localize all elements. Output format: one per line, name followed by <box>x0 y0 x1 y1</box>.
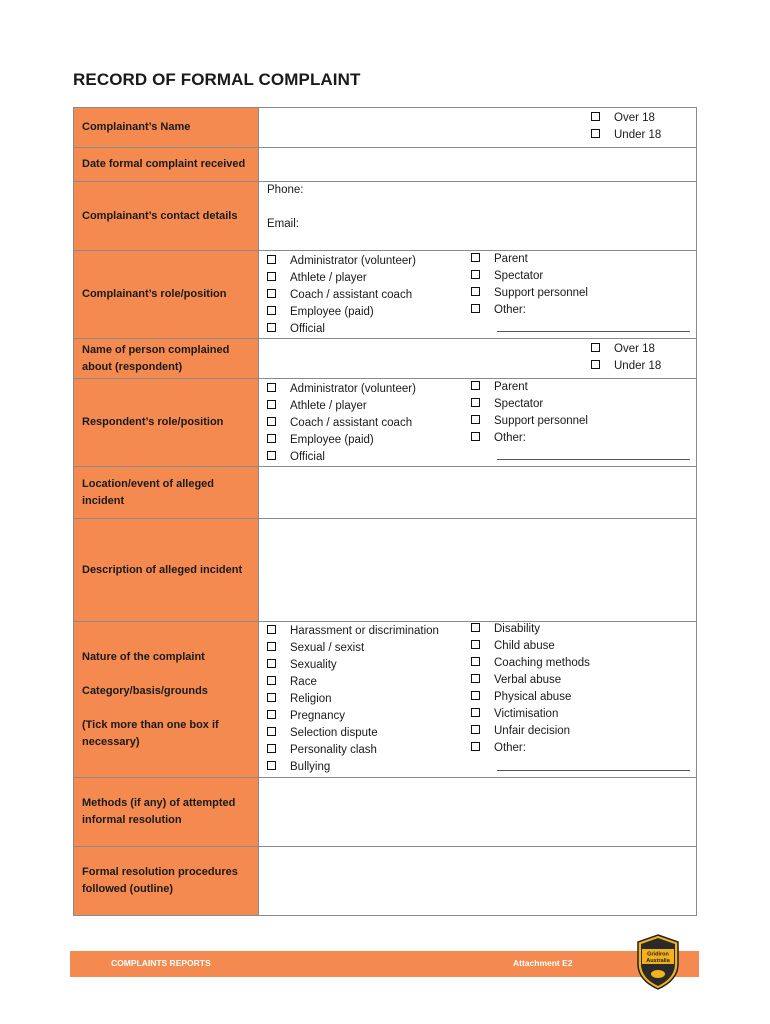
checkbox[interactable] <box>471 415 480 424</box>
footer-left-text: COMPLAINTS REPORTS <box>111 958 211 968</box>
checkbox[interactable] <box>471 432 480 441</box>
list-item[interactable]: Bullying <box>267 759 439 776</box>
list-item[interactable]: Administrator (volunteer) <box>267 381 416 398</box>
complainant-role-field <box>259 251 697 339</box>
checkbox[interactable] <box>267 744 276 753</box>
complainant-role-label: Complainant’s role/position <box>74 251 259 339</box>
footer-right-text: Attachment E2 <box>513 958 573 968</box>
row-complainant-role <box>74 251 697 339</box>
list-item[interactable]: Athlete / player <box>267 398 416 415</box>
respondent-role-col2 <box>471 379 588 447</box>
respondent-name-field[interactable] <box>259 339 697 379</box>
checkbox[interactable] <box>267 255 276 264</box>
other-text-line[interactable] <box>497 331 690 332</box>
list-item[interactable]: Spectator <box>471 268 588 285</box>
methods-field[interactable] <box>259 778 697 847</box>
list-item[interactable]: Coaching methods <box>471 655 590 672</box>
list-item[interactable]: Under 18 <box>591 127 661 144</box>
checkbox[interactable] <box>267 417 276 426</box>
row-respondent-role <box>74 379 697 467</box>
contact-details-field[interactable] <box>259 182 697 251</box>
checkbox[interactable] <box>471 725 480 734</box>
checkbox[interactable] <box>471 674 480 683</box>
row-description <box>74 519 697 622</box>
checkbox[interactable] <box>471 657 480 666</box>
complainant-role-col1 <box>267 253 416 338</box>
checkbox[interactable] <box>267 693 276 702</box>
checkbox[interactable] <box>267 400 276 409</box>
list-item[interactable]: Official <box>267 321 416 338</box>
date-received-label: Date formal complaint received <box>74 148 259 182</box>
checkbox[interactable] <box>591 112 600 121</box>
nature-field <box>259 622 697 778</box>
checkbox[interactable] <box>267 642 276 651</box>
checkbox[interactable] <box>471 270 480 279</box>
list-item[interactable]: Pregnancy <box>267 708 439 725</box>
other-text-line[interactable] <box>497 770 690 771</box>
checkbox[interactable] <box>267 451 276 460</box>
complainant-age-options <box>591 110 661 144</box>
footer-bar <box>70 951 699 977</box>
other-text-line[interactable] <box>497 459 690 460</box>
phone-label: Phone: <box>267 184 304 196</box>
checkbox[interactable] <box>591 343 600 352</box>
nature-col1 <box>267 623 439 776</box>
list-item[interactable]: Disability <box>471 621 590 638</box>
checkbox[interactable] <box>471 381 480 390</box>
checkbox[interactable] <box>267 383 276 392</box>
checkbox[interactable] <box>471 742 480 751</box>
checkbox[interactable] <box>267 676 276 685</box>
description-label: Description of alleged incident <box>74 519 259 622</box>
list-item[interactable]: Verbal abuse <box>471 672 590 689</box>
logo-text-line2: Australia <box>646 958 670 964</box>
list-item[interactable]: Religion <box>267 691 439 708</box>
checkbox[interactable] <box>267 659 276 668</box>
tick-instruction: (Tick more than one box if necessary) <box>82 718 219 748</box>
contact-details-label: Complainant’s contact details <box>74 182 259 251</box>
procedures-label: Formal resolution procedures followed (outline) <box>74 847 259 916</box>
list-item[interactable]: Spectator <box>471 396 588 413</box>
row-location <box>74 467 697 519</box>
location-field[interactable] <box>259 467 697 519</box>
list-item[interactable]: Personality clash <box>267 742 439 759</box>
gridiron-australia-logo-icon <box>636 934 680 990</box>
row-nature <box>74 622 697 778</box>
description-field[interactable] <box>259 519 697 622</box>
row-methods <box>74 778 697 847</box>
list-item[interactable]: Other: <box>471 740 590 757</box>
list-item[interactable]: Employee (paid) <box>267 432 416 449</box>
checkbox[interactable] <box>267 289 276 298</box>
logo-text-line1: Gridiron <box>647 951 669 958</box>
respondent-name-label: Name of person complained about (respondent) <box>74 339 259 379</box>
list-item[interactable]: Physical abuse <box>471 689 590 706</box>
row-respondent-name <box>74 339 697 379</box>
location-label: Location/event of alleged incident <box>74 467 259 519</box>
checkbox[interactable] <box>471 304 480 313</box>
list-item[interactable]: Harassment or discrimination <box>267 623 439 640</box>
list-item[interactable]: Athlete / player <box>267 270 416 287</box>
list-item[interactable]: Official <box>267 449 416 466</box>
list-item[interactable]: Sexual / sexist <box>267 640 439 657</box>
respondent-role-label: Respondent’s role/position <box>74 379 259 467</box>
list-item[interactable]: Support personnel <box>471 285 588 302</box>
complainant-name-field[interactable] <box>259 108 697 148</box>
list-item[interactable]: Parent <box>471 379 588 396</box>
checkbox[interactable] <box>471 253 480 262</box>
list-item[interactable]: Over 18 <box>591 341 661 358</box>
list-item[interactable]: Sexuality <box>267 657 439 674</box>
list-item[interactable]: Parent <box>471 251 588 268</box>
list-item[interactable]: Other: <box>471 430 588 447</box>
list-item[interactable]: Employee (paid) <box>267 304 416 321</box>
list-item[interactable]: Coach / assistant coach <box>267 415 416 432</box>
checkbox[interactable] <box>471 398 480 407</box>
checkbox[interactable] <box>267 625 276 634</box>
checkbox[interactable] <box>267 710 276 719</box>
checkbox[interactable] <box>471 708 480 717</box>
complaint-form-table <box>73 107 697 916</box>
list-item[interactable]: Race <box>267 674 439 691</box>
list-item[interactable]: Over 18 <box>591 110 661 127</box>
checkbox[interactable] <box>267 727 276 736</box>
nature-label-cell <box>74 622 259 778</box>
checkbox[interactable] <box>267 761 276 770</box>
checkbox[interactable] <box>591 129 600 138</box>
list-item[interactable]: Unfair decision <box>471 723 590 740</box>
complainant-role-col2 <box>471 251 588 319</box>
row-procedures <box>74 847 697 916</box>
complainant-name-label: Complainant’s Name <box>74 108 259 148</box>
list-item[interactable]: Coach / assistant coach <box>267 287 416 304</box>
checkbox[interactable] <box>267 306 276 315</box>
list-item[interactable]: Victimisation <box>471 706 590 723</box>
category-label: Category/basis/grounds <box>82 684 208 697</box>
list-item[interactable]: Other: <box>471 302 588 319</box>
checkbox[interactable] <box>471 640 480 649</box>
row-date-received <box>74 148 697 182</box>
list-item[interactable]: Selection dispute <box>267 725 439 742</box>
nature-label: Nature of the complaint <box>82 650 205 663</box>
checkbox[interactable] <box>471 623 480 632</box>
nature-col2 <box>471 621 590 757</box>
respondent-role-col1 <box>267 381 416 466</box>
checkbox[interactable] <box>267 323 276 332</box>
methods-label: Methods (if any) of attempted informal resolution <box>74 778 259 847</box>
list-item[interactable]: Under 18 <box>591 358 661 375</box>
page-title: RECORD OF FORMAL COMPLAINT <box>73 70 361 89</box>
respondent-age-options <box>591 341 661 375</box>
row-contact-details <box>74 182 697 251</box>
row-complainant-name <box>74 108 697 148</box>
email-label: Email: <box>267 218 299 230</box>
checkbox[interactable] <box>267 434 276 443</box>
checkbox[interactable] <box>591 360 600 369</box>
list-item[interactable]: Child abuse <box>471 638 590 655</box>
respondent-role-field <box>259 379 697 467</box>
list-item[interactable]: Administrator (volunteer) <box>267 253 416 270</box>
checkbox[interactable] <box>471 691 480 700</box>
checkbox[interactable] <box>267 272 276 281</box>
list-item[interactable]: Support personnel <box>471 413 588 430</box>
checkbox[interactable] <box>471 287 480 296</box>
date-received-field[interactable] <box>259 148 697 182</box>
procedures-field[interactable] <box>259 847 697 916</box>
